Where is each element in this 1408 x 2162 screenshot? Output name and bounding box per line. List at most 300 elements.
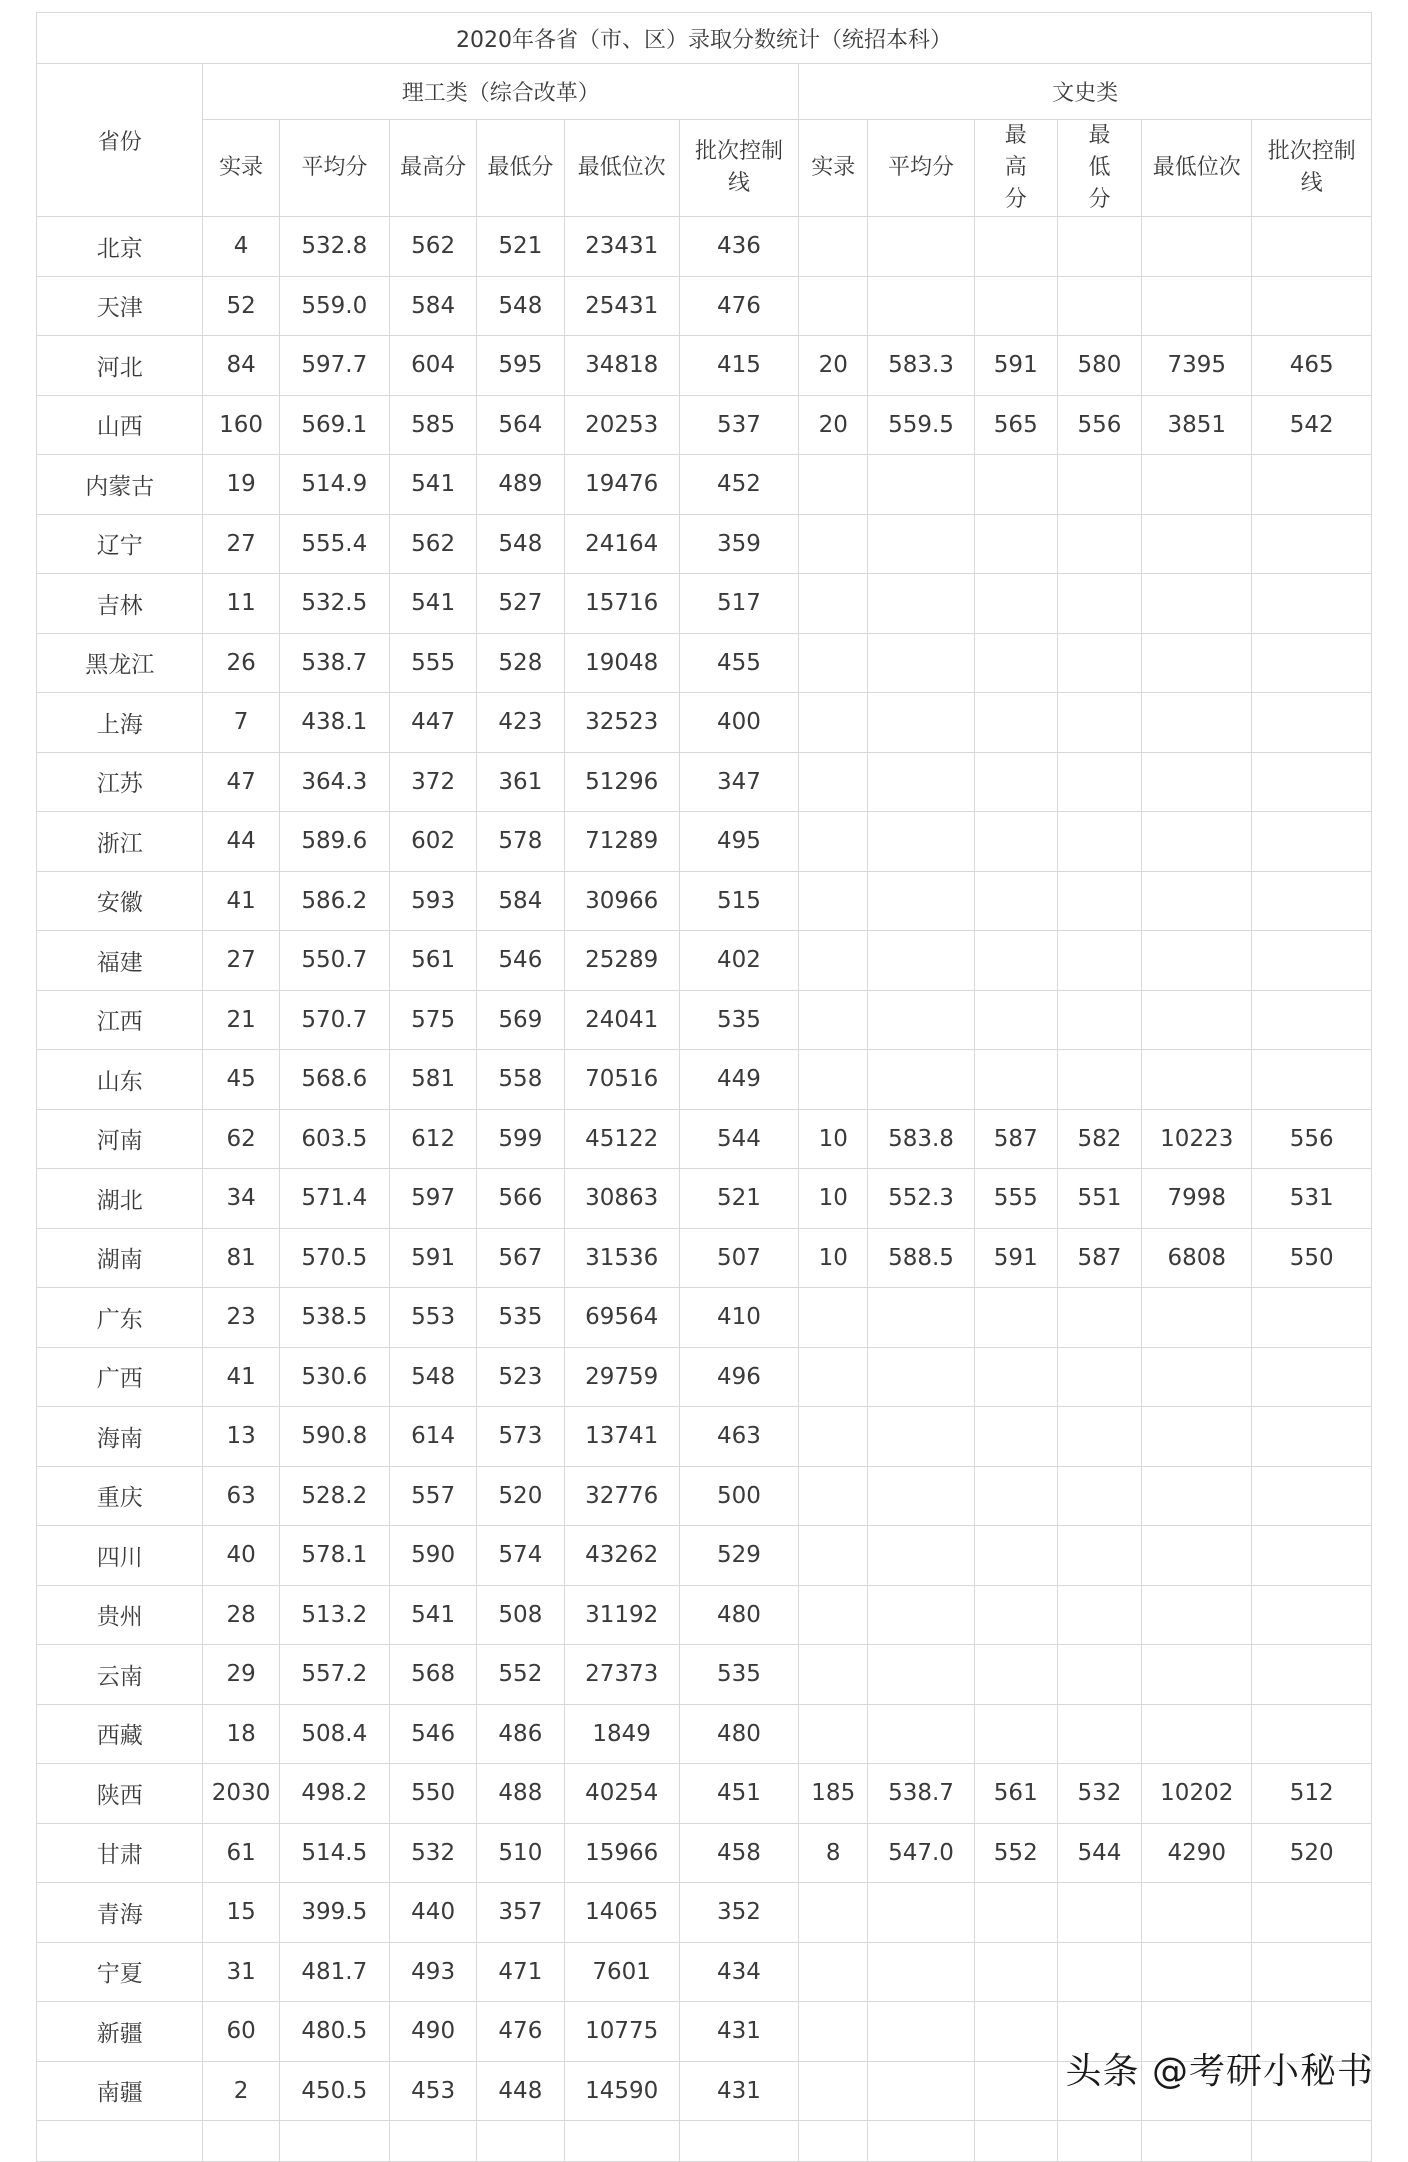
sci-highest-cell: 532 — [390, 1823, 477, 1883]
sci-highest-cell: 581 — [390, 1050, 477, 1110]
sci-lowest-rank-cell: 24041 — [564, 990, 679, 1050]
arts-lowest-rank-cell — [1142, 1585, 1252, 1645]
arts-batch-line-cell — [1252, 455, 1372, 515]
table-title: 2020年各省（市、区）录取分数统计（统招本科） — [37, 13, 1372, 64]
table-row — [37, 1764, 1372, 1824]
arts-lowest-rank-cell — [1142, 1526, 1252, 1586]
sci-average-cell: 538.5 — [279, 1288, 389, 1348]
table-row — [37, 1169, 1372, 1229]
sci-average-cell: 450.5 — [279, 2061, 389, 2121]
sci-highest-cell: 612 — [390, 1109, 477, 1169]
sci-enrolled-cell: 84 — [203, 336, 279, 396]
sci-batch-line-cell: 458 — [679, 1823, 798, 1883]
arts-highest-cell — [974, 455, 1057, 515]
sci-lowest-cell: 471 — [477, 1942, 564, 2002]
sci-average-cell: 586.2 — [279, 871, 389, 931]
arts-lowest-cell — [1057, 931, 1141, 991]
province-cell: 黑龙江 — [37, 633, 203, 693]
province-cell: 北京 — [37, 217, 203, 277]
arts-lowest-rank-cell — [1142, 633, 1252, 693]
sci-batch-line-cell: 537 — [679, 395, 798, 455]
province-cell: 河南 — [37, 1109, 203, 1169]
province-cell: 辽宁 — [37, 514, 203, 574]
province-cell: 浙江 — [37, 812, 203, 872]
province-cell: 广东 — [37, 1288, 203, 1348]
empty-cell — [203, 2121, 279, 2162]
sci-highest-cell: 447 — [390, 693, 477, 753]
arts-lowest-cell — [1057, 455, 1141, 515]
sci-highest-cell: 562 — [390, 217, 477, 277]
arts-lowest-cell — [1057, 1407, 1141, 1467]
sci-enrolled-cell: 63 — [203, 1466, 279, 1526]
table-row — [37, 1823, 1372, 1883]
arts-batch-line-cell — [1252, 1347, 1372, 1407]
table-row — [37, 812, 1372, 872]
arts-average-cell — [868, 1942, 974, 2002]
sci-batch-line-cell: 400 — [679, 693, 798, 753]
sci-lowest-rank-cell: 15716 — [564, 574, 679, 634]
sci-enrolled-cell: 62 — [203, 1109, 279, 1169]
arts-enrolled-cell — [799, 633, 868, 693]
sci-highest-cell: 546 — [390, 1704, 477, 1764]
sci-highest-cell: 490 — [390, 2002, 477, 2062]
arts-average-cell — [868, 812, 974, 872]
arts-highest-cell — [974, 871, 1057, 931]
arts-average-cell — [868, 871, 974, 931]
sci-enrolled-cell: 160 — [203, 395, 279, 455]
province-cell: 山东 — [37, 1050, 203, 1110]
sci-average-cell: 578.1 — [279, 1526, 389, 1586]
sci-average-cell: 570.5 — [279, 1228, 389, 1288]
arts-enrolled-cell — [799, 2002, 868, 2062]
arts-batch-line-cell: 531 — [1252, 1169, 1372, 1229]
sci-lowest-cell: 566 — [477, 1169, 564, 1229]
sci-enrolled-cell: 15 — [203, 1883, 279, 1943]
sci-batch-line-cell: 463 — [679, 1407, 798, 1467]
arts-enrolled-cell: 20 — [799, 336, 868, 396]
sci-batch-line-cell: 480 — [679, 1704, 798, 1764]
arts-lowest-cell — [1057, 574, 1141, 634]
table-row — [37, 752, 1372, 812]
arts-highest-cell — [974, 1585, 1057, 1645]
arts-enrolled-cell: 8 — [799, 1823, 868, 1883]
table-row — [37, 931, 1372, 991]
sci-batch-line-cell: 507 — [679, 1228, 798, 1288]
table-row — [37, 1347, 1372, 1407]
arts-enrolled-cell — [799, 931, 868, 991]
sci-lowest-rank-cell: 25289 — [564, 931, 679, 991]
sci-average-cell: 438.1 — [279, 693, 389, 753]
sci-highest-cell: 550 — [390, 1764, 477, 1824]
sci-average-cell: 590.8 — [279, 1407, 389, 1467]
arts-batch-line-cell — [1252, 1645, 1372, 1705]
arts-batch-line-cell — [1252, 812, 1372, 872]
sci-average-cell: 508.4 — [279, 1704, 389, 1764]
arts-lowest-rank-cell — [1142, 931, 1252, 991]
arts-highest-cell — [974, 752, 1057, 812]
arts-enrolled-cell — [799, 1407, 868, 1467]
table-row — [37, 633, 1372, 693]
table-row — [37, 990, 1372, 1050]
province-cell: 新疆 — [37, 2002, 203, 2062]
province-cell: 宁夏 — [37, 1942, 203, 2002]
col-header-sci-highest: 最高分 — [390, 120, 477, 217]
arts-lowest-cell: 556 — [1057, 395, 1141, 455]
sci-lowest-rank-cell: 70516 — [564, 1050, 679, 1110]
table-row — [37, 514, 1372, 574]
sci-lowest-rank-cell: 7601 — [564, 1942, 679, 2002]
arts-lowest-rank-cell: 10202 — [1142, 1764, 1252, 1824]
sci-average-cell: 514.9 — [279, 455, 389, 515]
sci-lowest-rank-cell: 69564 — [564, 1288, 679, 1348]
province-header: 省份 — [37, 64, 203, 217]
table-row — [37, 1883, 1372, 1943]
arts-batch-line-cell — [1252, 931, 1372, 991]
sci-average-cell: 513.2 — [279, 1585, 389, 1645]
sci-highest-cell: 440 — [390, 1883, 477, 1943]
arts-lowest-cell — [1057, 990, 1141, 1050]
arts-enrolled-cell — [799, 276, 868, 336]
col-header-arts-enrolled: 实录 — [799, 120, 868, 217]
sci-highest-cell: 561 — [390, 931, 477, 991]
arts-enrolled-cell — [799, 1288, 868, 1348]
sci-lowest-rank-cell: 27373 — [564, 1645, 679, 1705]
arts-enrolled-cell — [799, 1347, 868, 1407]
sci-enrolled-cell: 41 — [203, 871, 279, 931]
arts-batch-line-cell — [1252, 276, 1372, 336]
sci-average-cell: 530.6 — [279, 1347, 389, 1407]
sci-highest-cell: 562 — [390, 514, 477, 574]
arts-highest-cell — [974, 276, 1057, 336]
sci-lowest-rank-cell: 31536 — [564, 1228, 679, 1288]
arts-average-cell — [868, 931, 974, 991]
sci-batch-line-cell: 352 — [679, 1883, 798, 1943]
arts-average-cell — [868, 1883, 974, 1943]
sci-batch-line-cell: 495 — [679, 812, 798, 872]
col-header-arts-highest: 最高分 — [974, 120, 1057, 217]
arts-highest-cell: 552 — [974, 1823, 1057, 1883]
arts-lowest-cell — [1057, 217, 1141, 277]
arts-enrolled-cell — [799, 1704, 868, 1764]
arts-lowest-rank-cell — [1142, 871, 1252, 931]
table-row — [37, 1228, 1372, 1288]
sci-enrolled-cell: 27 — [203, 514, 279, 574]
arts-highest-cell — [974, 1407, 1057, 1467]
arts-enrolled-cell — [799, 1466, 868, 1526]
arts-lowest-cell — [1057, 1645, 1141, 1705]
arts-batch-line-cell: 542 — [1252, 395, 1372, 455]
arts-average-cell — [868, 990, 974, 1050]
sci-enrolled-cell: 2030 — [203, 1764, 279, 1824]
sci-highest-cell: 585 — [390, 395, 477, 455]
sci-lowest-rank-cell: 19048 — [564, 633, 679, 693]
empty-cell — [390, 2121, 477, 2162]
sci-lowest-cell: 548 — [477, 514, 564, 574]
arts-lowest-rank-cell: 4290 — [1142, 1823, 1252, 1883]
sci-lowest-cell: 527 — [477, 574, 564, 634]
arts-highest-cell — [974, 633, 1057, 693]
arts-highest-cell — [974, 514, 1057, 574]
province-cell: 重庆 — [37, 1466, 203, 1526]
sci-lowest-rank-cell: 31192 — [564, 1585, 679, 1645]
sci-highest-cell: 548 — [390, 1347, 477, 1407]
arts-batch-line-cell — [1252, 693, 1372, 753]
arts-lowest-rank-cell — [1142, 693, 1252, 753]
arts-average-cell — [868, 1407, 974, 1467]
group-header-sci: 理工类（综合改革） — [203, 64, 799, 120]
arts-batch-line-cell — [1252, 1526, 1372, 1586]
table-row — [37, 693, 1372, 753]
table-row — [37, 574, 1372, 634]
sci-lowest-cell: 558 — [477, 1050, 564, 1110]
arts-enrolled-cell — [799, 693, 868, 753]
province-cell: 河北 — [37, 336, 203, 396]
arts-lowest-cell — [1057, 633, 1141, 693]
sci-average-cell: 597.7 — [279, 336, 389, 396]
sci-highest-cell: 597 — [390, 1169, 477, 1229]
arts-lowest-rank-cell — [1142, 455, 1252, 515]
arts-lowest-cell — [1057, 1347, 1141, 1407]
arts-highest-cell: 591 — [974, 1228, 1057, 1288]
sci-highest-cell: 541 — [390, 574, 477, 634]
arts-average-cell — [868, 2002, 974, 2062]
arts-highest-cell — [974, 931, 1057, 991]
sci-lowest-cell: 523 — [477, 1347, 564, 1407]
arts-lowest-cell — [1057, 1942, 1141, 2002]
arts-enrolled-cell — [799, 1645, 868, 1705]
sci-batch-line-cell: 529 — [679, 1526, 798, 1586]
arts-average-cell: 588.5 — [868, 1228, 974, 1288]
sci-average-cell: 532.8 — [279, 217, 389, 277]
sci-lowest-rank-cell: 34818 — [564, 336, 679, 396]
arts-lowest-cell — [1057, 514, 1141, 574]
province-cell: 四川 — [37, 1526, 203, 1586]
sci-batch-line-cell: 476 — [679, 276, 798, 336]
table-row — [37, 395, 1372, 455]
sci-highest-cell: 593 — [390, 871, 477, 931]
arts-lowest-cell: 580 — [1057, 336, 1141, 396]
arts-enrolled-cell — [799, 574, 868, 634]
sci-enrolled-cell: 7 — [203, 693, 279, 753]
sci-average-cell: 559.0 — [279, 276, 389, 336]
sci-average-cell: 589.6 — [279, 812, 389, 872]
sci-lowest-rank-cell: 30863 — [564, 1169, 679, 1229]
sci-enrolled-cell: 52 — [203, 276, 279, 336]
arts-lowest-rank-cell — [1142, 812, 1252, 872]
province-cell: 安徽 — [37, 871, 203, 931]
sci-enrolled-cell: 28 — [203, 1585, 279, 1645]
sci-average-cell: 528.2 — [279, 1466, 389, 1526]
sci-average-cell: 570.7 — [279, 990, 389, 1050]
sci-batch-line-cell: 449 — [679, 1050, 798, 1110]
arts-lowest-cell — [1057, 812, 1141, 872]
sci-enrolled-cell: 60 — [203, 2002, 279, 2062]
arts-lowest-rank-cell: 10223 — [1142, 1109, 1252, 1169]
arts-enrolled-cell — [799, 752, 868, 812]
arts-enrolled-cell — [799, 455, 868, 515]
arts-lowest-rank-cell — [1142, 1942, 1252, 2002]
arts-enrolled-cell: 10 — [799, 1109, 868, 1169]
sci-lowest-rank-cell: 1849 — [564, 1704, 679, 1764]
sci-enrolled-cell: 40 — [203, 1526, 279, 1586]
arts-lowest-rank-cell — [1142, 217, 1252, 277]
arts-lowest-rank-cell — [1142, 1466, 1252, 1526]
arts-highest-cell: 555 — [974, 1169, 1057, 1229]
arts-average-cell — [868, 1704, 974, 1764]
table-row — [37, 1585, 1372, 1645]
arts-enrolled-cell — [799, 1050, 868, 1110]
province-cell: 上海 — [37, 693, 203, 753]
province-cell: 青海 — [37, 1883, 203, 1943]
sci-lowest-cell: 486 — [477, 1704, 564, 1764]
sci-batch-line-cell: 402 — [679, 931, 798, 991]
arts-lowest-cell — [1057, 276, 1141, 336]
arts-batch-line-cell: 556 — [1252, 1109, 1372, 1169]
arts-highest-cell — [974, 574, 1057, 634]
table-row — [37, 871, 1372, 931]
arts-lowest-cell — [1057, 871, 1141, 931]
table-row — [37, 1645, 1372, 1705]
arts-enrolled-cell — [799, 812, 868, 872]
sci-lowest-rank-cell: 51296 — [564, 752, 679, 812]
province-cell: 江西 — [37, 990, 203, 1050]
arts-batch-line-cell — [1252, 217, 1372, 277]
sci-lowest-rank-cell: 13741 — [564, 1407, 679, 1467]
sci-highest-cell: 604 — [390, 336, 477, 396]
sci-highest-cell: 553 — [390, 1288, 477, 1348]
sci-batch-line-cell: 517 — [679, 574, 798, 634]
arts-enrolled-cell — [799, 2061, 868, 2121]
arts-highest-cell — [974, 1050, 1057, 1110]
sci-highest-cell: 614 — [390, 1407, 477, 1467]
admission-score-table — [36, 12, 1372, 2162]
province-cell: 贵州 — [37, 1585, 203, 1645]
arts-average-cell — [868, 1347, 974, 1407]
arts-lowest-rank-cell — [1142, 1347, 1252, 1407]
province-cell: 福建 — [37, 931, 203, 991]
sci-average-cell: 555.4 — [279, 514, 389, 574]
sci-average-cell: 568.6 — [279, 1050, 389, 1110]
sci-lowest-cell: 448 — [477, 2061, 564, 2121]
arts-enrolled-cell — [799, 217, 868, 277]
arts-highest-cell — [974, 1704, 1057, 1764]
arts-lowest-rank-cell — [1142, 1883, 1252, 1943]
sci-lowest-cell: 578 — [477, 812, 564, 872]
col-header-sci-batch-line: 批次控制线 — [679, 120, 798, 217]
arts-lowest-rank-cell: 7998 — [1142, 1169, 1252, 1229]
arts-average-cell — [868, 633, 974, 693]
sci-enrolled-cell: 61 — [203, 1823, 279, 1883]
sci-batch-line-cell: 535 — [679, 990, 798, 1050]
sci-batch-line-cell: 521 — [679, 1169, 798, 1229]
sci-lowest-cell: 508 — [477, 1585, 564, 1645]
sci-lowest-rank-cell: 71289 — [564, 812, 679, 872]
arts-lowest-rank-cell: 6808 — [1142, 1228, 1252, 1288]
sci-lowest-cell: 357 — [477, 1883, 564, 1943]
arts-highest-cell — [974, 1466, 1057, 1526]
arts-batch-line-cell — [1252, 574, 1372, 634]
sci-enrolled-cell: 21 — [203, 990, 279, 1050]
arts-average-cell — [868, 2061, 974, 2121]
sci-highest-cell: 555 — [390, 633, 477, 693]
sci-lowest-cell: 595 — [477, 336, 564, 396]
arts-highest-cell: 565 — [974, 395, 1057, 455]
sci-enrolled-cell: 13 — [203, 1407, 279, 1467]
arts-lowest-rank-cell: 7395 — [1142, 336, 1252, 396]
sci-lowest-cell: 528 — [477, 633, 564, 693]
province-cell: 内蒙古 — [37, 455, 203, 515]
col-header-arts-batch-line: 批次控制线 — [1252, 120, 1372, 217]
sci-average-cell: 603.5 — [279, 1109, 389, 1169]
arts-lowest-rank-cell — [1142, 1407, 1252, 1467]
sci-enrolled-cell: 26 — [203, 633, 279, 693]
arts-highest-cell — [974, 2061, 1057, 2121]
col-header-arts-lowest-rank: 最低位次 — [1142, 120, 1252, 217]
sci-lowest-rank-cell: 30966 — [564, 871, 679, 931]
arts-batch-line-cell — [1252, 633, 1372, 693]
arts-lowest-cell: 544 — [1057, 1823, 1141, 1883]
sci-lowest-cell: 584 — [477, 871, 564, 931]
table-row — [37, 1050, 1372, 1110]
arts-average-cell — [868, 1050, 974, 1110]
sci-lowest-cell: 423 — [477, 693, 564, 753]
sci-average-cell: 481.7 — [279, 1942, 389, 2002]
sci-lowest-cell: 564 — [477, 395, 564, 455]
arts-batch-line-cell — [1252, 1050, 1372, 1110]
arts-highest-cell — [974, 990, 1057, 1050]
province-cell: 陕西 — [37, 1764, 203, 1824]
col-header-sci-lowest-rank: 最低位次 — [564, 120, 679, 217]
empty-cell — [37, 2121, 203, 2162]
sci-highest-cell: 575 — [390, 990, 477, 1050]
sci-batch-line-cell: 410 — [679, 1288, 798, 1348]
arts-lowest-cell — [1057, 752, 1141, 812]
arts-highest-cell: 591 — [974, 336, 1057, 396]
arts-average-cell: 538.7 — [868, 1764, 974, 1824]
sci-batch-line-cell: 515 — [679, 871, 798, 931]
arts-lowest-cell: 551 — [1057, 1169, 1141, 1229]
empty-cell — [799, 2121, 868, 2162]
sci-lowest-rank-cell: 19476 — [564, 455, 679, 515]
arts-lowest-cell — [1057, 1883, 1141, 1943]
col-header-sci-average: 平均分 — [279, 120, 389, 217]
arts-lowest-rank-cell — [1142, 1050, 1252, 1110]
sci-highest-cell: 372 — [390, 752, 477, 812]
sci-batch-line-cell: 347 — [679, 752, 798, 812]
col-header-arts-average: 平均分 — [868, 120, 974, 217]
province-cell: 甘肃 — [37, 1823, 203, 1883]
arts-lowest-cell — [1057, 1050, 1141, 1110]
table-row — [37, 217, 1372, 277]
sci-lowest-rank-cell: 32776 — [564, 1466, 679, 1526]
arts-batch-line-cell — [1252, 1704, 1372, 1764]
arts-enrolled-cell — [799, 514, 868, 574]
col-header-arts-lowest: 最低分 — [1057, 120, 1141, 217]
arts-lowest-rank-cell — [1142, 1645, 1252, 1705]
sci-lowest-rank-cell: 24164 — [564, 514, 679, 574]
sci-enrolled-cell: 29 — [203, 1645, 279, 1705]
arts-lowest-rank-cell — [1142, 1704, 1252, 1764]
sci-enrolled-cell: 11 — [203, 574, 279, 634]
sci-highest-cell: 493 — [390, 1942, 477, 2002]
sci-lowest-cell: 567 — [477, 1228, 564, 1288]
sci-lowest-cell: 599 — [477, 1109, 564, 1169]
arts-lowest-cell: 582 — [1057, 1109, 1141, 1169]
table-row — [37, 1704, 1372, 1764]
sci-lowest-rank-cell: 45122 — [564, 1109, 679, 1169]
arts-average-cell — [868, 693, 974, 753]
arts-batch-line-cell: 550 — [1252, 1228, 1372, 1288]
